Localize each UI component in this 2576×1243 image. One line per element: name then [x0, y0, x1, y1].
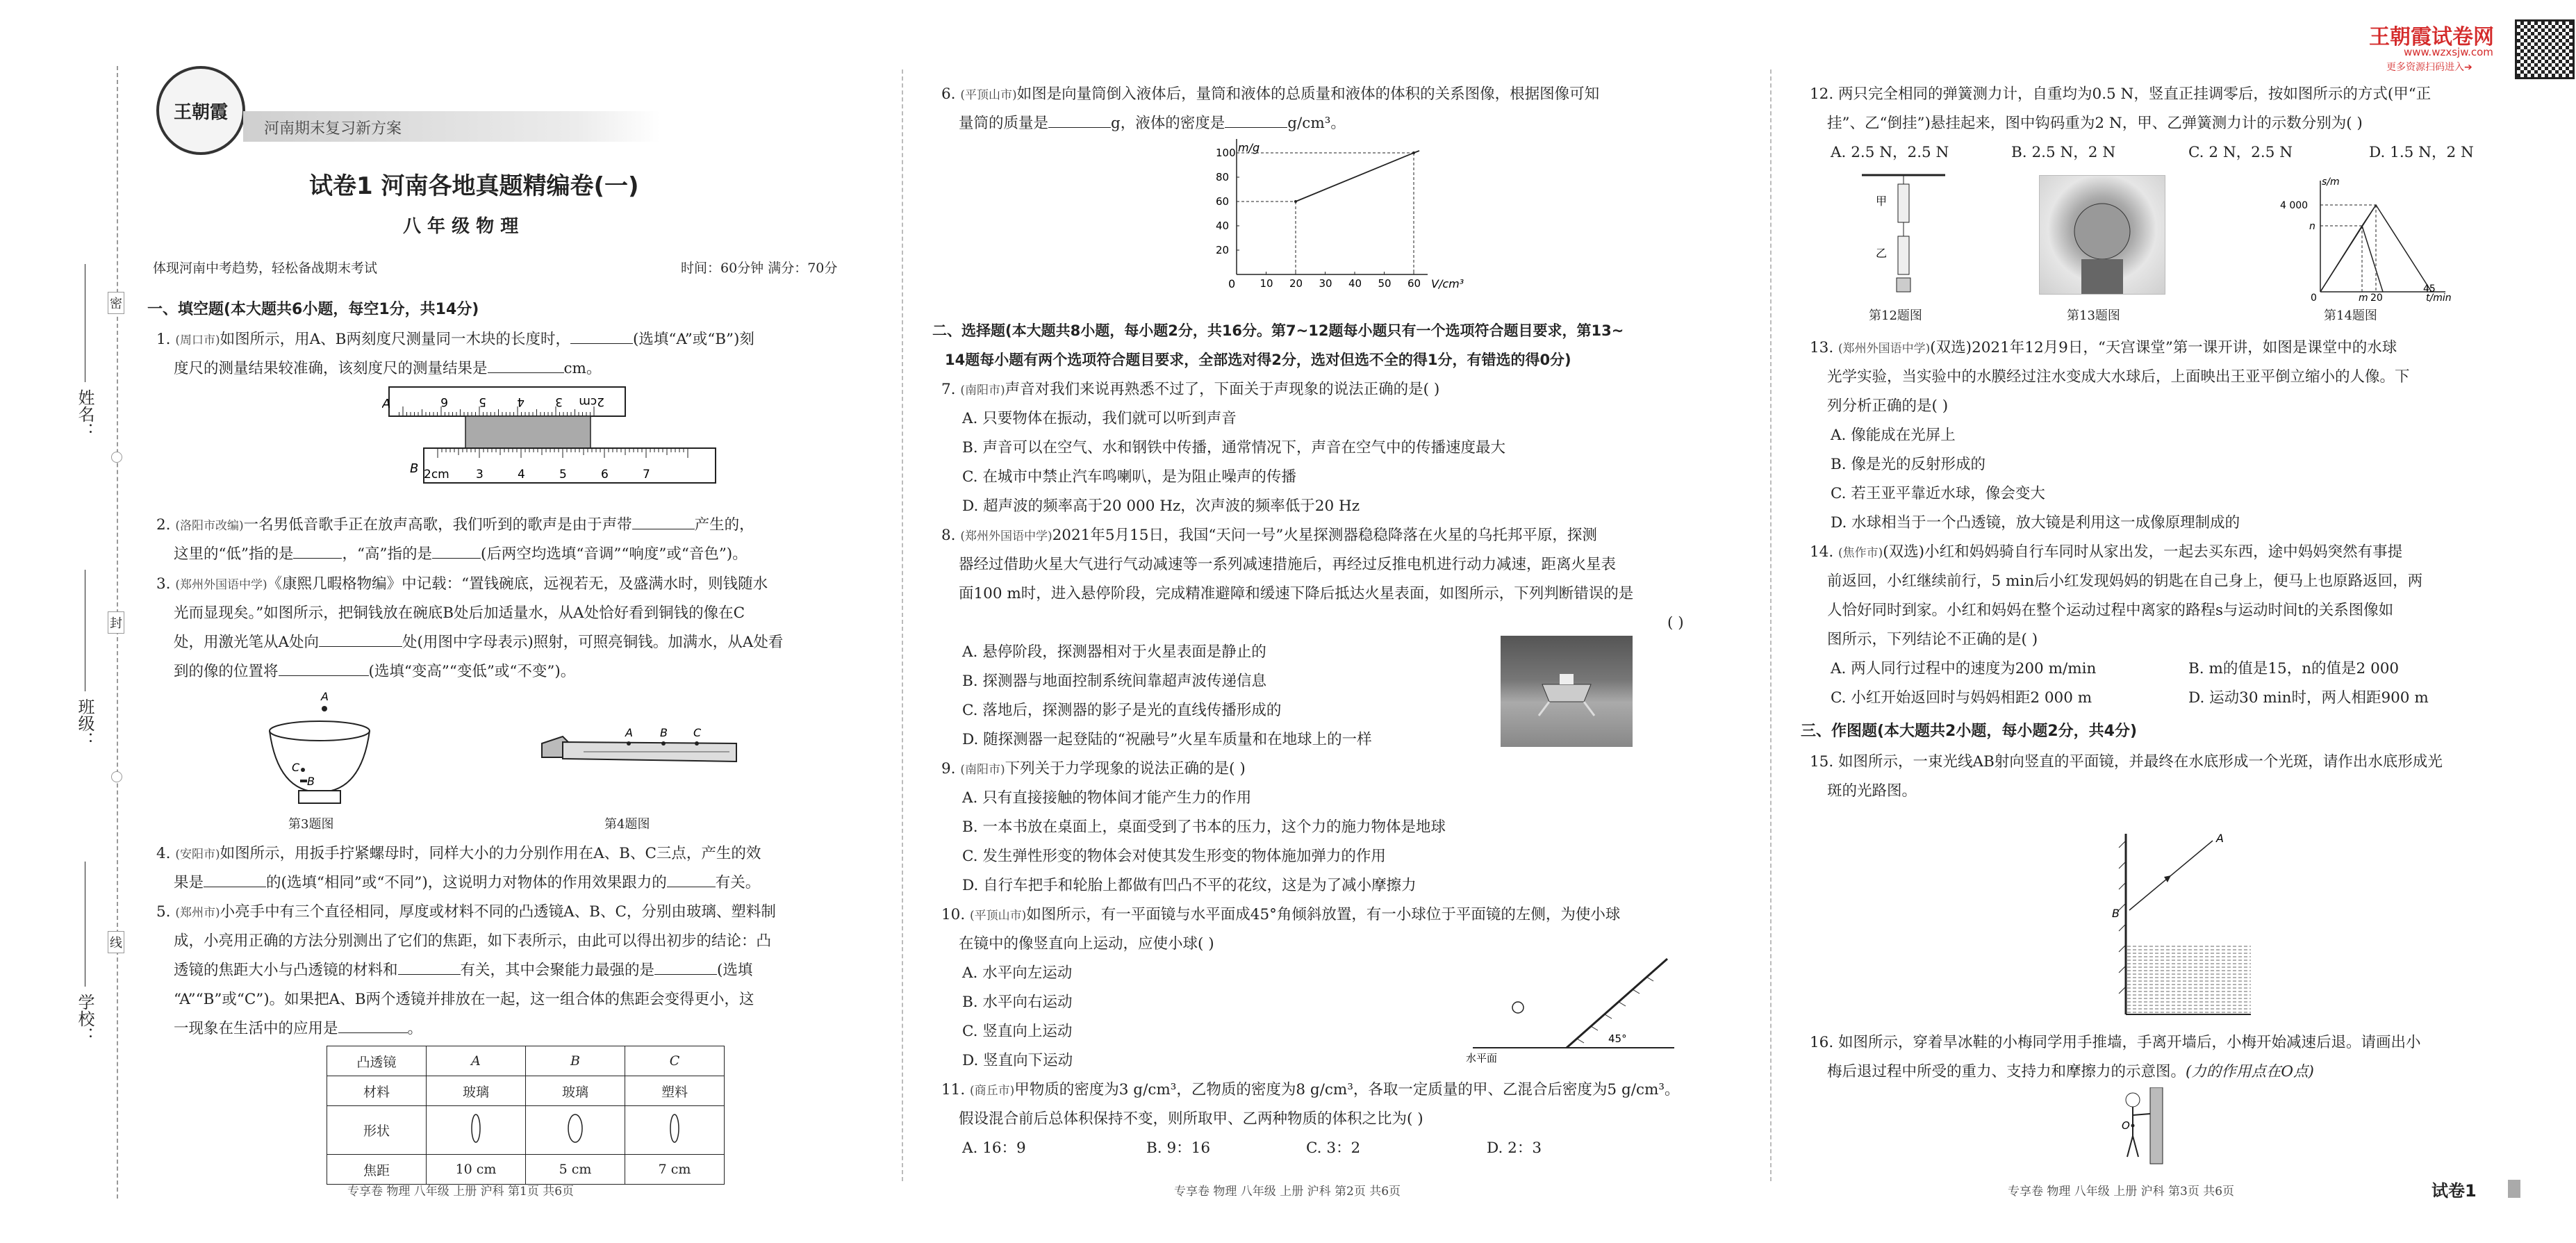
question-12-line-2: 挂”、乙“倒挂”)悬挂起来，图中钩码重为2 N，甲、乙弹簧测力计的示数分别为( ): [1827, 115, 2363, 132]
mars-lander-photo: [1501, 636, 1633, 747]
question-16-line-2: 梅后退过程中所受的重力、支持力和摩擦力的示意图。(力的作用点在O点): [1827, 1063, 2314, 1080]
skater-figure: [2112, 1087, 2168, 1171]
question-14-line-2: 前返回，小红继续前行，5 min后小红发现妈妈的钥匙在自己身上，便马上也原路返回，两: [1827, 573, 2423, 590]
ruler-b-label: B: [410, 461, 419, 476]
q12-option-c[interactable]: C. 2 N，2.5 N: [2188, 144, 2293, 161]
scale-yi-label: 乙: [1876, 247, 1888, 260]
question-16: 16. 如图所示，穿着旱冰鞋的小梅同学用手推墙，手离开墙后，小梅开始减速后退。请画出小: [1810, 1034, 2421, 1051]
page-1: [125, 0, 896, 1243]
fig14-x-45: 45: [2423, 283, 2436, 295]
fig14-x-m: m: [2359, 293, 2368, 302]
bowl-figure: [264, 688, 382, 813]
q8-option-c[interactable]: C. 落地后，探测器的影子是光的直线传播形成的: [962, 702, 1282, 719]
chart-point: [1294, 200, 1297, 203]
section-2-heading-line-2: 14题每小题有两个选项符合题目要求，全部选对得2分，选对但选不全的得1分，有错选的得0分): [945, 352, 1571, 368]
lens-table: 凸透镜 A B C 材料 玻璃 玻璃 塑料 形状 焦距 10 cm 5 cm 7 cm: [327, 1046, 725, 1185]
scale-jia-label: 甲: [1876, 195, 1888, 208]
chart-x-label: V/cm³: [1431, 277, 1464, 290]
fig15-label-a: A: [2216, 832, 2224, 845]
ruler-b-tick-4: 4: [518, 468, 525, 481]
mirror-figure: [1452, 952, 1681, 1063]
chart-x-tick: 40: [1348, 277, 1362, 290]
question-14-line-4: 图所示，下列结论不正确的是( ): [1827, 631, 2038, 648]
answer-blank[interactable]: [570, 329, 633, 344]
paper-tag: 试卷1: [2431, 1181, 2477, 1201]
question-5: 5. (郑州市)小亮手中有三个直径相同，厚度或材料不同的凸透镜A、B、C，分别由玻璃、塑料制: [156, 903, 776, 921]
question-10-line-2: 在镜中的像竖直向上运动，应使小球( ): [959, 935, 1214, 953]
ruler-b-tick-5: 5: [559, 468, 567, 481]
answer-blank[interactable]: [338, 1019, 408, 1033]
question-7: 7. (南阳市)声音对我们来说再熟悉不过了，下面关于声现象的说法正确的是( ): [941, 381, 1440, 398]
question-15-line-2: 斑的光路图。: [1827, 782, 1917, 800]
q13-option-a[interactable]: A. 像能成在光屏上: [1831, 427, 1956, 444]
fig3-label-b: B: [307, 775, 315, 788]
answer-blank[interactable]: [279, 661, 369, 676]
question-1: 1. (周口市)如图所示，用A、B两刻度尺测量同一木块的长度时， (选填“A”或“B”)刻: [156, 331, 754, 348]
question-13: 13. (郑州外国语中学)(双选)2021年12月9日，“天宫课堂”第一课开讲，如图是课堂中的水球: [1810, 339, 2397, 356]
q7-option-a[interactable]: A. 只要物体在振动，我们就可以听到声音: [962, 410, 1237, 427]
seal-char-2: 封: [108, 611, 124, 634]
brand-name: 王朝霞试卷网: [2369, 25, 2494, 49]
q7-option-d[interactable]: D. 超声波的频率高于20 000 Hz，次声波的频率低于20 Hz: [962, 497, 1360, 515]
fig16-label-o: O: [2122, 1119, 2130, 1132]
ruler-a-tick-4: 4: [517, 395, 525, 409]
mirror-water-figure: [2077, 820, 2258, 1021]
q9-option-d[interactable]: D. 自行车把手和轮胎上都做有凹凸不平的花纹，这是为了减小摩擦力: [962, 877, 1417, 894]
section-1-heading: 一、填空题(本大题共6小题，每空1分，共14分): [147, 301, 479, 318]
footer-page-1: 专享卷 物理 八年级 上册 沪科 第1页 共6页: [347, 1185, 575, 1199]
answer-blank[interactable]: [432, 544, 481, 559]
q8-option-a[interactable]: A. 悬停阶段，探测器相对于火星表面是静止的: [962, 643, 1266, 661]
question-1-line-2: 度尺的测量结果较准确，该刻度尺的测量结果是 cm。: [174, 360, 602, 377]
chart-x-tick: 10: [1260, 277, 1273, 290]
binding-margin: [0, 0, 125, 1243]
fig14-y-label: s/m: [2322, 176, 2340, 188]
chart-x-tick: 20: [1289, 277, 1303, 290]
question-11: 11. (商丘市)甲物质的密度为3 g/cm³，乙物质的密度为8 g/cm³，各取一定质量的甲、乙混合后密度为5 g/cm³。: [941, 1081, 1680, 1098]
fig4-label-c: C: [693, 726, 702, 739]
q11-option-d[interactable]: D. 2：3: [1487, 1139, 1542, 1157]
q10-option-c[interactable]: C. 竖直向上运动: [962, 1023, 1073, 1040]
q7-option-b[interactable]: B. 声音可以在空气、水和钢铁中传播，通常情况下，声音在空气中的传播速度最大: [962, 439, 1505, 456]
question-3-line-3: 处，用激光笔从A处向 处(用图中字母表示)照射，可照亮铜钱。加满水，从A处看: [174, 634, 784, 651]
ruler-a-tick-5: 5: [479, 395, 486, 409]
class-label: 班级：: [75, 698, 94, 748]
chart-y-tick: 60: [1216, 195, 1230, 208]
fig4-label-a: A: [625, 726, 633, 739]
question-14-line-3: 人恰好同时到家。小红和妈妈在整个运动过程中离家的路程s与运动时间t的关系图像如: [1827, 602, 2394, 619]
q12-option-b[interactable]: B. 2.5 N，2 N: [2011, 144, 2116, 161]
fig4-label-b: B: [660, 726, 668, 739]
question-2: 2. (洛阳市改编)一名男低音歌手正在放声高歌，我们听到的歌声是由于声带 产生的，: [156, 516, 754, 534]
chart-origin: 0: [1228, 277, 1236, 290]
ruler-b-tick-7: 7: [643, 468, 650, 481]
name-label: 姓名：: [75, 389, 94, 439]
question-13-line-2: 光学实验，当实验中的水膜经过注水变成大水球后，上面映出王亚平倒立缩小的人像。下: [1827, 368, 2410, 386]
school-label: 学校：: [75, 994, 94, 1044]
question-3-line-4: 到的像的位置将 (选填“变高”“变低”或“不变”)。: [174, 663, 576, 680]
q14-option-d[interactable]: D. 运动30 min时，两人相距900 m: [2188, 689, 2429, 707]
section-3-heading: 三、作图题(本大题共2小题，每小题2分，共4分): [1801, 723, 2138, 740]
fig3-label-a: A: [321, 690, 329, 703]
ruler-b-tick-3: 3: [476, 468, 484, 481]
question-2-line-2: 这里的“低”指的是 ，“高”指的是 (后两空均选填“音调”“响度”或“音色”)。: [174, 545, 748, 563]
time-score: 时间：60分钟 满分：70分: [681, 261, 838, 276]
q14-option-c[interactable]: C. 小红开始返回时与妈妈相距2 000 m: [1831, 689, 2092, 707]
question-12: 12. 两只完全相同的弹簧测力计，自重均为0.5 N，竖直正挂调零后，按如图所示的方式(甲“正: [1810, 85, 2431, 103]
q10-option-a[interactable]: A. 水平向左运动: [962, 964, 1073, 982]
chart-y-tick: 80: [1216, 171, 1230, 183]
answer-blank[interactable]: [1048, 113, 1111, 128]
answer-blank[interactable]: [488, 359, 564, 373]
question-14: 14. (焦作市)(双选)小红和妈妈骑自行车同时从家出发，一起去买东西，途中妈妈突然有事提: [1810, 543, 2403, 561]
fig14-origin: 0: [2311, 293, 2317, 302]
series-banner: 河南期末复习新方案: [243, 111, 660, 142]
fig3-label-c: C: [292, 761, 300, 774]
answer-blank[interactable]: [654, 960, 717, 975]
chart-y-tick: 40: [1216, 220, 1230, 232]
question-8-line-3: 面100 m时，进入悬停阶段，完成精准避障和缓速下降后抵达火星表面，如图所示，下列判断错误的是: [959, 585, 1634, 602]
q11-option-b[interactable]: B. 9：16: [1146, 1139, 1211, 1157]
question-5-line-4: “A”“B”或“C”)。如果把A、B两个透镜并排放在一起，这一组合体的焦距会变得更小，这: [174, 991, 754, 1008]
ruler-a-tick-2cm: 2cm: [579, 395, 604, 409]
q9-option-a[interactable]: A. 只有直接接触的物体间才能产生力的作用: [962, 789, 1252, 807]
ruler-b-tick-2cm: 2cm: [424, 468, 449, 481]
question-4-line-2: 果是 的(选填“相同”或“不同”)，这说明力对物体的作用效果跟力的 有关。: [174, 874, 761, 891]
q13-option-b[interactable]: B. 像是光的反射形成的: [1831, 456, 1985, 473]
question-5-line-5: 一现象在生活中的应用是 。: [174, 1020, 423, 1037]
ruler-a-tick-3: 3: [555, 395, 563, 409]
paper-title: 试卷1 河南各地真题精编卷(一): [309, 172, 639, 200]
q8-option-d[interactable]: D. 随探测器一起登陆的“祝融号”火星车质量和在地球上的一样: [962, 731, 1372, 748]
footer-page-2: 专享卷 物理 八年级 上册 沪科 第2页 共6页: [1174, 1185, 1401, 1199]
chart-x-tick: 50: [1378, 277, 1392, 290]
paper-subtitle: 八 年 级 物 理: [403, 216, 519, 237]
wrench-figure: [535, 716, 743, 785]
q12-option-d[interactable]: D. 1.5 N，2 N: [2369, 144, 2474, 161]
question-11-line-2: 假设混合前后总体积保持不变，则所取甲、乙两种物质的体积之比为( ): [959, 1110, 1423, 1128]
q13-option-d[interactable]: D. 水球相当于一个凸透镜，放大镜是利用这一成像原理制成的: [1831, 514, 2240, 532]
answer-blank[interactable]: [667, 873, 716, 887]
q8-option-b[interactable]: B. 探测器与地面控制系统间靠超声波传递信息: [962, 673, 1266, 690]
question-10: 10. (平顶山市)如图所示，有一平面镜与水平面成45°角倾斜放置，有一小球位于平面镜的左侧，为使小球: [941, 906, 1621, 923]
question-6-line-2: 量筒的质量是 g，液体的密度是 g/cm³。: [959, 115, 1346, 132]
q7-option-c[interactable]: C. 在城市中禁止汽车鸣喇叭，是为阻止噪声的传播: [962, 468, 1296, 486]
seal-char-3: 线: [108, 931, 124, 953]
fig4-caption: 第4题图: [604, 817, 650, 832]
question-6: 6. (平顶山市)如图是向量筒倒入液体后，量筒和液体的总质量和液体的体积的关系图像，根据图像可知: [941, 85, 1600, 103]
q9-option-c[interactable]: C. 发生弹性形变的物体会对使其发生形变的物体施加弹力的作用: [962, 848, 1386, 865]
answer-blank[interactable]: [319, 632, 402, 647]
q10-option-d[interactable]: D. 竖直向下运动: [962, 1052, 1073, 1069]
q9-option-b[interactable]: B. 一本书放在桌面上，桌面受到了书本的压力，这个力的施力物体是地球: [962, 818, 1446, 836]
chart-y-tick: 20: [1216, 244, 1230, 256]
brand-note: 更多资源扫码进入➔: [2386, 62, 2472, 73]
q10-option-b[interactable]: B. 水平向右运动: [962, 994, 1073, 1011]
fig3-caption: 第3题图: [288, 817, 334, 832]
ruler-a-label: A: [382, 397, 391, 411]
mirror-angle-label: 45°: [1608, 1032, 1627, 1045]
seal-char-1: 密: [108, 292, 124, 314]
page-3: [1778, 0, 2576, 1243]
lens-shape-c: [664, 1111, 685, 1146]
fig14-y-4000: 4 000: [2280, 200, 2309, 211]
qr-code[interactable]: [2515, 19, 2575, 79]
fig14-x-label: t/min: [2426, 293, 2452, 302]
ruler-b-tick-6: 6: [601, 468, 609, 481]
answer-blank[interactable]: [1225, 113, 1287, 128]
fig15-label-b: B: [2112, 907, 2120, 920]
question-3: 3. (郑州外国语中学)《康熙几暇格物编》中记载：“置钱碗底，远视若无，及盛满水时，则钱随水: [156, 575, 768, 593]
answer-blank[interactable]: [632, 515, 695, 529]
lens-shape-a: [465, 1111, 486, 1146]
fig14-x-20: 20: [2370, 293, 2383, 302]
answer-blank[interactable]: [293, 544, 342, 559]
question-8-line-2: 器经过借助火星大气进行气动减速等一系列减速措施后，再经过反推电机进行动力减速，距离火星表: [959, 556, 1617, 573]
question-13-line-3: 列分析正确的是( ): [1827, 397, 1949, 415]
question-5-line-2: 成，小亮用正确的方法分别测出了它们的焦距，如下表所示，由此可以得出初步的结论：凸: [174, 932, 772, 950]
question-5-line-3: 透镜的焦距大小与凸透镜的材料和 有关，其中会聚能力最强的是 (选填: [174, 962, 753, 979]
chart-y-label: m/g: [1238, 141, 1260, 154]
footer-page-3: 专享卷 物理 八年级 上册 沪科 第3页 共6页: [2008, 1185, 2235, 1199]
lens-shape-b: [565, 1111, 586, 1146]
q14-option-b[interactable]: B. m的值是15，n的值是2 000: [2188, 660, 2400, 677]
question-8-paren: ( ): [1667, 614, 1684, 632]
water-ball-photo: [2039, 175, 2165, 295]
section-2-heading: 二、选择题(本大题共8小题，每小题2分，共16分。第7~12题每小题只有一个选项符合题目要求，第13~: [932, 322, 1624, 339]
q12-option-a[interactable]: A. 2.5 N，2.5 N: [1831, 144, 1949, 161]
q11-option-c[interactable]: C. 3：2: [1306, 1139, 1361, 1157]
ruler-figure: [382, 386, 771, 511]
question-15: 15. 如图所示，一束光线AB射向竖直的平面镜，并最终在水底形成一个光斑，请作出水底形成光: [1810, 753, 2443, 771]
fig14-caption: 第14题图: [2324, 308, 2377, 323]
chart-x-tick: 60: [1407, 277, 1421, 290]
q11-option-a[interactable]: A. 16：9: [962, 1139, 1026, 1157]
motto: 体现河南中考趋势，轻松备战期末考试: [153, 261, 378, 276]
chart-x-tick: 30: [1319, 277, 1332, 290]
spring-scale-figure: [1862, 174, 1945, 299]
brand-logo: 王朝霞: [156, 66, 245, 155]
q14-option-a[interactable]: A. 两人同行过程中的速度为200 m/min: [1831, 660, 2097, 677]
answer-blank[interactable]: [398, 960, 461, 975]
fig14-y-n: n: [2309, 221, 2315, 232]
fig12-caption: 第12题图: [1869, 308, 1922, 323]
page-2: [910, 0, 1765, 1243]
answer-blank[interactable]: [204, 873, 266, 887]
mass-volume-chart: [1202, 139, 1466, 299]
question-3-line-2: 光而显现矣。”如图所示，把铜钱放在碗底B处后加适量水，从A处恰好看到铜钱的像在C: [174, 604, 745, 622]
question-9: 9. (南阳市)下列关于力学现象的说法正确的是( ): [941, 760, 1246, 777]
fig13-caption: 第13题图: [2067, 308, 2120, 323]
chart-series-line: [1296, 153, 1414, 201]
ruler-a-tick-6: 6: [440, 395, 448, 409]
question-4: 4. (安阳市)如图所示，用扳手拧紧螺母时，同样大小的力分别作用在A、B、C三点，产生的效: [156, 845, 761, 862]
distance-time-chart: [2279, 174, 2452, 302]
mirror-ground-label: 水平面: [1466, 1052, 1498, 1063]
chart-y-tick: 100: [1216, 147, 1236, 159]
q13-option-c[interactable]: C. 若王亚平靠近水球，像会变大: [1831, 485, 2045, 502]
question-8: 8. (郑州外国语中学)2021年5月15日，我国“天问一号”火星探测器稳稳降落在火星的乌托邦平原，探测: [941, 527, 1597, 544]
brand-url: www.wzxsjw.com: [2404, 46, 2493, 58]
